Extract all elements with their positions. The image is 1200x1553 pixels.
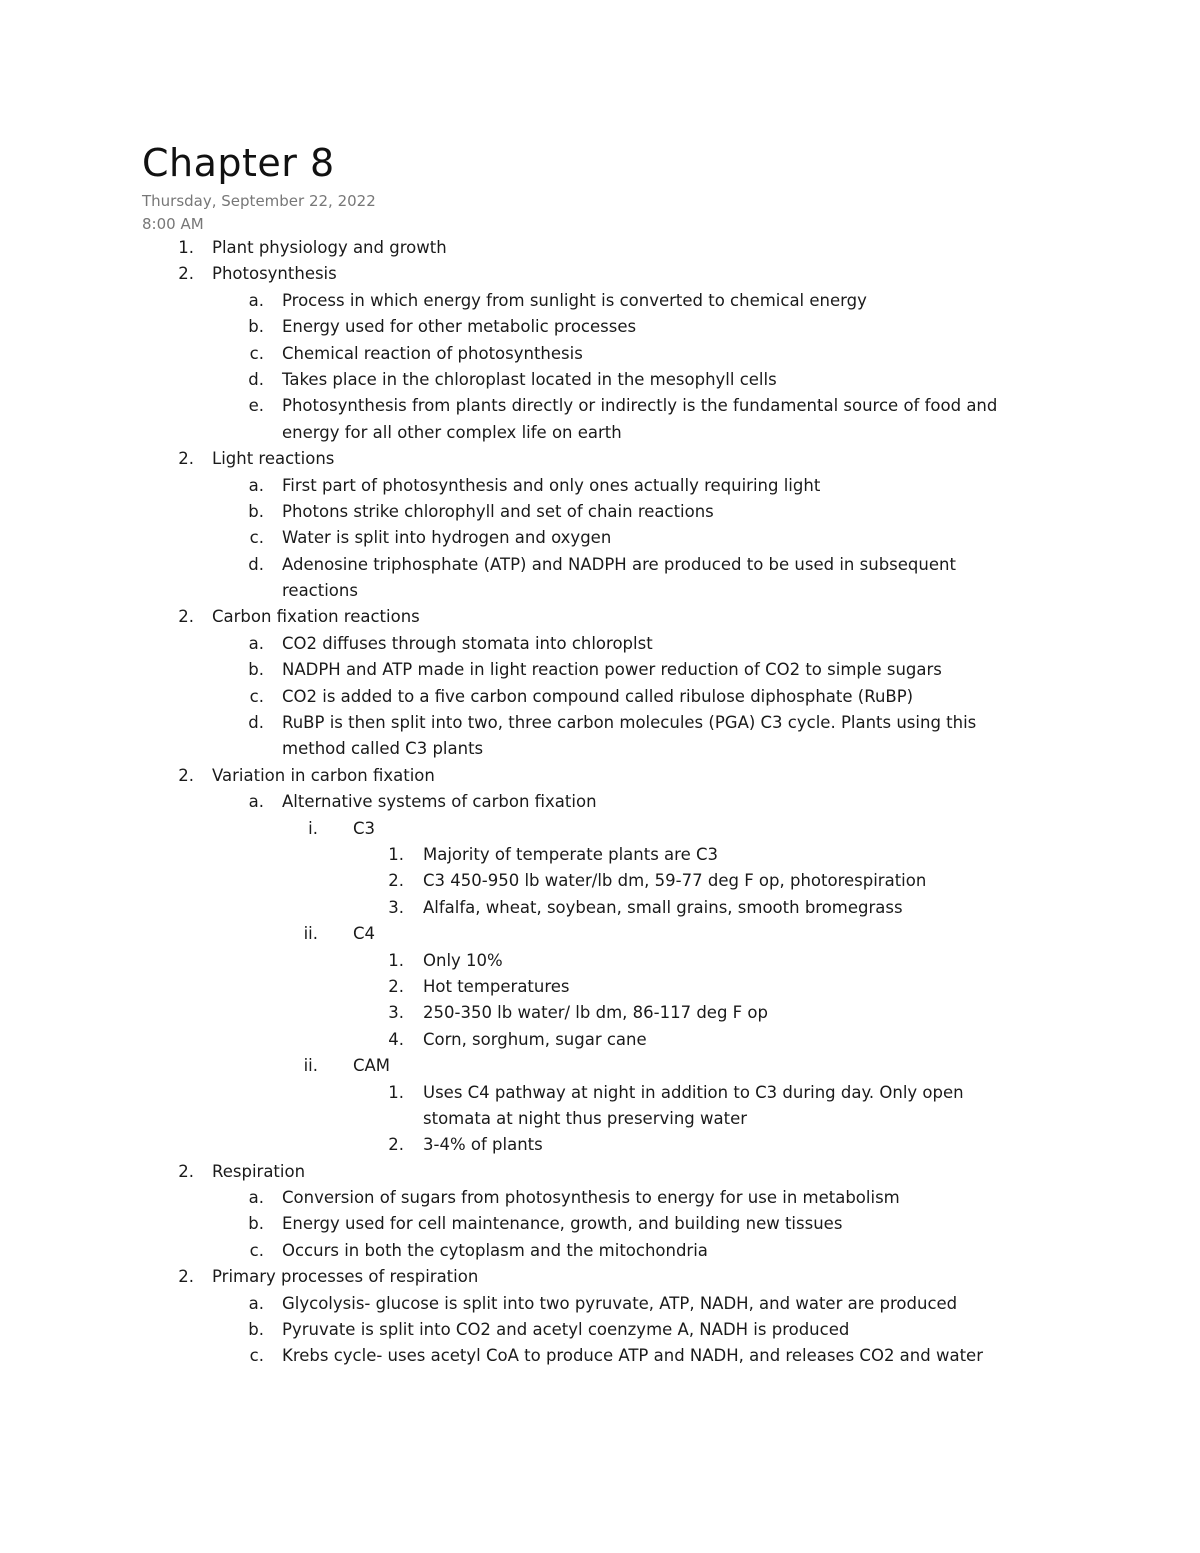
outline-item — [0, 499, 1200, 525]
outline-item-text: Alfalfa, wheat, soybean, small grains, smooth bromegrass — [423, 897, 903, 917]
outline-item-text: Plant physiology and growth — [212, 238, 447, 257]
outline-item-text: CO2 is added to a five carbon compound called ribulose diphosphate (RuBP) — [282, 686, 914, 706]
outline-item-text: Carbon fixation reactions — [212, 607, 420, 627]
outline-item — [0, 1211, 1200, 1237]
outline-item — [0, 1343, 1200, 1369]
outline-item — [0, 1317, 1200, 1343]
outline-item-text: Alternative systems of carbon fixation — [282, 792, 597, 812]
outline-item-marker: b. — [248, 1320, 264, 1340]
outline-item-text: reactions — [282, 581, 358, 601]
outline-item-marker: c. — [249, 343, 264, 363]
outline-item-text: Conversion of sugars from photosynthesis to energy for use in metabolism — [282, 1188, 900, 1208]
outline-item-text: CAM — [353, 1056, 391, 1076]
outline-item — [0, 1185, 1200, 1211]
outline-item — [0, 367, 1200, 393]
outline-item-text: Adenosine triphosphate (ATP) and NADPH are produced to be used in subsequent — [282, 554, 956, 574]
outline-item-text: Pyruvate is split into CO2 and acetyl coenzyme A, NADH is produced — [282, 1320, 850, 1340]
outline-item-text: Krebs cycle- uses acetyl CoA to produce ATP and NADH, and releases CO2 and water — [282, 1346, 983, 1366]
outline-item-text: Photosynthesis — [212, 264, 337, 284]
outline-item — [0, 1291, 1200, 1317]
outline-item-text: Only 10% — [423, 950, 503, 970]
outline-item-marker: i. — [308, 818, 318, 838]
outline-item-text: Glycolysis- glucose is split into two pyruvate, ATP, NADH, and water are produced — [282, 1293, 958, 1313]
outline-item-marker: b. — [248, 317, 264, 337]
outline-item-text: Uses C4 pathway at night in addition to C3 during day. Only open — [423, 1082, 964, 1102]
outline-item — [0, 974, 1200, 1000]
outline-item-text: Hot temperatures — [423, 976, 570, 996]
outline-item — [0, 921, 1200, 947]
outline-item-text: Photons strike chlorophyll and set of chain reactions — [282, 501, 714, 521]
outline-item — [0, 684, 1200, 710]
outline-item — [0, 948, 1200, 974]
outline-item — [0, 1132, 1200, 1158]
outline-item-text: Light reactions — [212, 449, 335, 469]
outline-item — [0, 261, 1200, 287]
outline-item-marker: a. — [248, 475, 264, 495]
outline-item-marker: a. — [248, 1188, 264, 1208]
outline-item — [0, 1053, 1200, 1079]
outline-item — [0, 341, 1200, 367]
outline-item-text: Energy used for other metabolic processes — [282, 317, 637, 337]
outline-item-text: Energy used for cell maintenance, growth, and building new tissues — [282, 1214, 843, 1234]
page-time: 8:00 AM — [142, 215, 204, 233]
outline-item-marker: c. — [249, 528, 264, 548]
outline-item — [0, 816, 1200, 842]
outline-item-marker: 2. — [178, 1267, 194, 1287]
outline-item-marker: 2. — [388, 1135, 404, 1155]
outline-item-text: 250-350 lb water/ lb dm, 86-117 deg F op — [423, 1003, 768, 1023]
outline-item-marker: 1. — [388, 1082, 404, 1102]
outline-item-marker: a. — [248, 633, 264, 653]
outline-item-text: First part of photosynthesis and only ones actually requiring light — [282, 475, 821, 495]
outline-item-marker: 2. — [178, 765, 194, 785]
page-date: Thursday, September 22, 2022 — [142, 192, 376, 210]
outline-item — [0, 393, 1200, 419]
outline-item-marker: a. — [248, 290, 264, 310]
outline-item-text: method called C3 plants — [282, 739, 484, 759]
outline-item-text: C4 — [353, 924, 376, 944]
outline-item-marker: a. — [248, 1293, 264, 1313]
outline-item-marker: 4. — [388, 1029, 404, 1049]
outline-item — [0, 736, 1200, 762]
outline-item-marker: a. — [248, 792, 264, 812]
outline-item-text: Respiration — [212, 1161, 306, 1181]
outline-item — [0, 235, 1200, 261]
outline-item-text: stomata at night thus preserving water — [423, 1108, 748, 1128]
outline-item — [0, 631, 1200, 657]
outline-item-marker: 2. — [388, 976, 404, 996]
outline-item-marker: c. — [249, 1240, 264, 1260]
outline-item-marker: b. — [248, 1214, 264, 1234]
outline-item-marker: 1. — [388, 844, 404, 864]
outline-item-text: 3-4% of plants — [423, 1135, 543, 1155]
outline-item-marker: c. — [249, 1346, 264, 1366]
outline-item-text: energy for all other complex life on earth — [282, 422, 622, 442]
outline-item — [0, 842, 1200, 868]
outline-item-marker: 1. — [178, 238, 194, 257]
outline-item-marker: ii. — [303, 924, 318, 944]
outline-item-text: Majority of temperate plants are C3 — [423, 844, 718, 864]
outline-item — [0, 314, 1200, 340]
outline-item — [0, 1159, 1200, 1185]
outline-item-text: Occurs in both the cytoplasm and the mitochondria — [282, 1240, 708, 1260]
outline-item-text: Chemical reaction of photosynthesis — [282, 343, 583, 363]
outline-item-marker: b. — [248, 660, 264, 680]
outline-item-text: Primary processes of respiration — [212, 1267, 479, 1287]
outline-item-text: Takes place in the chloroplast located in the mesophyll cells — [282, 369, 777, 389]
outline-item — [0, 1000, 1200, 1026]
outline-item-marker: b. — [248, 501, 264, 521]
outline-item-marker: 3. — [388, 1003, 404, 1023]
outline-item — [0, 710, 1200, 736]
outline-item — [0, 578, 1200, 604]
outline-item — [0, 525, 1200, 551]
outline-item — [0, 552, 1200, 578]
outline-item-text: Process in which energy from sunlight is converted to chemical energy — [282, 290, 867, 310]
outline-item — [0, 288, 1200, 314]
outline-item-marker: 2. — [178, 607, 194, 627]
outline-item-marker: e. — [248, 396, 264, 416]
outline-item-marker: d. — [248, 554, 264, 574]
outline-item — [0, 1264, 1200, 1290]
outline-item-marker: 2. — [178, 1161, 194, 1181]
outline-item — [0, 1238, 1200, 1264]
outline-item-text: RuBP is then split into two, three carbon molecules (PGA) C3 cycle. Plants using this — [282, 713, 977, 733]
outline-item — [0, 446, 1200, 472]
outline-item — [0, 1080, 1200, 1106]
outline-item-text: C3 450-950 lb water/lb dm, 59-77 deg F op, photorespiration — [423, 871, 927, 891]
outline-item — [0, 789, 1200, 815]
outline-item-text: Variation in carbon fixation — [212, 765, 435, 785]
outline-item-marker: ii. — [303, 1056, 318, 1076]
outline-item — [0, 1106, 1200, 1132]
outline-item-marker: 2. — [178, 449, 194, 469]
outline-item-marker: c. — [249, 686, 264, 706]
outline-item-marker: 2. — [388, 871, 404, 891]
outline-item-text: CO2 diffuses through stomata into chloroplst — [282, 633, 653, 653]
outline-item-marker: 3. — [388, 897, 404, 917]
outline-item-text: Water is split into hydrogen and oxygen — [282, 528, 612, 548]
outline-item-marker: 2. — [178, 264, 194, 284]
outline-list — [0, 235, 1200, 1370]
outline-item-marker: 1. — [388, 950, 404, 970]
page-title: Chapter 8 — [142, 141, 335, 185]
outline-item — [0, 604, 1200, 630]
outline-item-text: NADPH and ATP made in light reaction power reduction of CO2 to simple sugars — [282, 660, 942, 680]
outline-item — [0, 895, 1200, 921]
outline-item — [0, 868, 1200, 894]
outline-item-text: Photosynthesis from plants directly or indirectly is the fundamental source of food and — [282, 396, 998, 416]
outline-item-text: C3 — [353, 818, 376, 838]
outline-item — [0, 1027, 1200, 1053]
outline-item-text: Corn, sorghum, sugar cane — [423, 1029, 647, 1049]
outline-item — [0, 420, 1200, 446]
outline-item-marker: d. — [248, 369, 264, 389]
outline-item — [0, 473, 1200, 499]
outline-item — [0, 657, 1200, 683]
outline-item-marker: d. — [248, 713, 264, 733]
outline-item — [0, 763, 1200, 789]
